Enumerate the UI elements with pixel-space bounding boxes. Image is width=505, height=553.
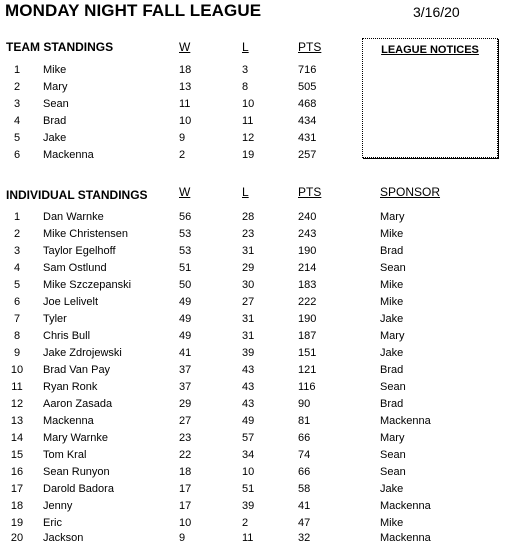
team-name-cell: Mary — [43, 81, 68, 93]
sponsor-cell: Jake — [380, 347, 404, 359]
team-col-w: W — [179, 40, 191, 54]
wins-cell: 10 — [179, 115, 192, 127]
losses-cell: 12 — [242, 132, 255, 144]
losses-cell: 43 — [242, 364, 255, 376]
losses-cell: 57 — [242, 432, 255, 444]
rank-cell: 13 — [10, 415, 24, 427]
table-row — [0, 500, 505, 517]
rank-cell: 5 — [13, 279, 21, 291]
player-name-cell: Jackson — [43, 532, 84, 544]
player-name-cell: Ryan Ronk — [43, 381, 98, 393]
points-cell: 183 — [298, 279, 317, 291]
sponsor-cell: Brad — [380, 364, 404, 376]
report-date: 3/16/20 — [413, 4, 460, 20]
wins-cell: 18 — [179, 64, 192, 76]
losses-cell: 10 — [242, 98, 255, 110]
table-row — [0, 262, 505, 279]
sponsor-cell: Sean — [380, 381, 406, 393]
player-name-cell: Eric — [43, 517, 62, 529]
rank-cell: 7 — [13, 313, 21, 325]
rank-cell: 2 — [13, 228, 21, 240]
rank-cell: 6 — [13, 149, 21, 161]
table-row — [0, 415, 505, 432]
team-name-cell: Mackenna — [43, 149, 94, 161]
losses-cell: 39 — [242, 347, 255, 359]
player-name-cell: Brad Van Pay — [43, 364, 111, 376]
losses-cell: 31 — [242, 330, 255, 342]
player-name-cell: Dan Warnke — [43, 211, 104, 223]
points-cell: 90 — [298, 398, 311, 410]
wins-cell: 37 — [179, 381, 192, 393]
losses-cell: 3 — [242, 64, 249, 76]
table-row — [0, 313, 505, 330]
rank-cell: 5 — [13, 132, 21, 144]
points-cell: 81 — [298, 415, 311, 427]
rank-cell: 2 — [13, 81, 21, 93]
points-cell: 66 — [298, 432, 311, 444]
sponsor-cell: Mike — [380, 279, 404, 291]
table-row — [0, 228, 505, 245]
sponsor-cell: Mike — [380, 517, 404, 529]
wins-cell: 17 — [179, 483, 192, 495]
table-row — [0, 466, 505, 483]
sponsor-cell: Mackenna — [380, 415, 431, 427]
wins-cell: 49 — [179, 313, 192, 325]
wins-cell: 13 — [179, 81, 192, 93]
wins-cell: 41 — [179, 347, 192, 359]
losses-cell: 19 — [242, 149, 255, 161]
sponsor-cell: Mackenna — [380, 500, 431, 512]
rank-cell: 17 — [10, 483, 24, 495]
table-row — [0, 296, 505, 313]
player-name-cell: Jenny — [43, 500, 73, 512]
points-cell: 222 — [298, 296, 317, 308]
individual-col-w: W — [179, 185, 191, 199]
rank-cell: 14 — [10, 432, 24, 444]
points-cell: 240 — [298, 211, 317, 223]
sponsor-cell: Sean — [380, 449, 406, 461]
wins-cell: 9 — [179, 532, 186, 544]
player-name-cell: Tom Kral — [43, 449, 87, 461]
points-cell: 468 — [298, 98, 317, 110]
losses-cell: 8 — [242, 81, 249, 93]
wins-cell: 22 — [179, 449, 192, 461]
sponsor-cell: Mary — [380, 432, 405, 444]
rank-cell: 19 — [10, 517, 24, 529]
player-name-cell: Aaron Zasada — [43, 398, 113, 410]
rank-cell: 4 — [13, 262, 21, 274]
sponsor-cell: Mary — [380, 211, 405, 223]
wins-cell: 51 — [179, 262, 192, 274]
team-standings-heading: TEAM STANDINGS — [6, 40, 114, 54]
table-row — [0, 347, 505, 364]
points-cell: 47 — [298, 517, 311, 529]
wins-cell: 49 — [179, 296, 192, 308]
points-cell: 41 — [298, 500, 311, 512]
rank-cell: 15 — [10, 449, 24, 461]
wins-cell: 27 — [179, 415, 192, 427]
wins-cell: 53 — [179, 245, 192, 257]
points-cell: 243 — [298, 228, 317, 240]
losses-cell: 39 — [242, 500, 255, 512]
player-name-cell: Sean Runyon — [43, 466, 110, 478]
wins-cell: 50 — [179, 279, 192, 291]
player-name-cell: Chris Bull — [43, 330, 91, 342]
losses-cell: 49 — [242, 415, 255, 427]
player-name-cell: Joe Lelivelt — [43, 296, 99, 308]
losses-cell: 2 — [242, 517, 249, 529]
losses-cell: 43 — [242, 398, 255, 410]
player-name-cell: Mackenna — [43, 415, 94, 427]
table-row — [0, 398, 505, 415]
rank-cell: 6 — [13, 296, 21, 308]
wins-cell: 11 — [179, 98, 191, 110]
table-row — [0, 381, 505, 398]
losses-cell: 11 — [242, 532, 254, 544]
rank-cell: 10 — [10, 364, 24, 376]
points-cell: 190 — [298, 245, 317, 257]
rank-cell: 18 — [10, 500, 24, 512]
rank-cell: 1 — [13, 64, 21, 76]
losses-cell: 43 — [242, 381, 255, 393]
sponsor-cell: Sean — [380, 466, 406, 478]
wins-cell: 29 — [179, 398, 192, 410]
rank-cell: 9 — [13, 347, 21, 359]
rank-cell: 3 — [13, 98, 21, 110]
sponsor-cell: Jake — [380, 313, 404, 325]
wins-cell: 17 — [179, 500, 192, 512]
individual-col-pts: PTS — [298, 185, 322, 199]
wins-cell: 9 — [179, 132, 186, 144]
losses-cell: 27 — [242, 296, 255, 308]
table-row — [0, 532, 505, 549]
points-cell: 121 — [298, 364, 317, 376]
points-cell: 116 — [298, 381, 316, 393]
points-cell: 257 — [298, 149, 317, 161]
losses-cell: 28 — [242, 211, 255, 223]
losses-cell: 31 — [242, 245, 255, 257]
league-notices-box — [362, 38, 498, 158]
team-col-l: L — [242, 40, 249, 54]
points-cell: 74 — [298, 449, 311, 461]
sponsor-cell: Sean — [380, 262, 406, 274]
player-name-cell: Taylor Egelhoff — [43, 245, 116, 257]
player-name-cell: Sam Ostlund — [43, 262, 107, 274]
team-name-cell: Brad — [43, 115, 67, 127]
rank-cell: 3 — [13, 245, 21, 257]
team-name-cell: Mike — [43, 64, 67, 76]
individual-standings-heading: INDIVIDUAL STANDINGS — [6, 188, 148, 202]
rank-cell: 4 — [13, 115, 21, 127]
losses-cell: 10 — [242, 466, 255, 478]
points-cell: 58 — [298, 483, 311, 495]
rank-cell: 20 — [10, 532, 24, 544]
rank-cell: 8 — [13, 330, 21, 342]
points-cell: 187 — [298, 330, 317, 342]
team-name-cell: Jake — [43, 132, 67, 144]
sponsor-cell: Mike — [380, 296, 404, 308]
sponsor-cell: Jake — [380, 483, 404, 495]
individual-col-l: L — [242, 185, 249, 199]
page-title: MONDAY NIGHT FALL LEAGUE — [5, 1, 262, 20]
rank-cell: 11 — [11, 381, 23, 393]
player-name-cell: Jake Zdrojewski — [43, 347, 122, 359]
sponsor-cell: Mary — [380, 330, 405, 342]
individual-col-sponsor: SPONSOR — [380, 185, 441, 199]
wins-cell: 10 — [179, 517, 192, 529]
table-row — [0, 279, 505, 296]
rank-cell: 1 — [13, 211, 21, 223]
rank-cell: 12 — [10, 398, 24, 410]
wins-cell: 53 — [179, 228, 192, 240]
losses-cell: 31 — [242, 313, 255, 325]
points-cell: 214 — [298, 262, 317, 274]
table-row — [0, 245, 505, 262]
table-row — [0, 211, 505, 228]
losses-cell: 23 — [242, 228, 255, 240]
table-row — [0, 432, 505, 449]
wins-cell: 2 — [179, 149, 186, 161]
player-name-cell: Mary Warnke — [43, 432, 108, 444]
points-cell: 190 — [298, 313, 317, 325]
sponsor-cell: Mackenna — [380, 532, 431, 544]
losses-cell: 29 — [242, 262, 255, 274]
table-row — [0, 483, 505, 500]
losses-cell: 34 — [242, 449, 255, 461]
wins-cell: 49 — [179, 330, 192, 342]
player-name-cell: Tyler — [43, 313, 67, 325]
sponsor-cell: Brad — [380, 245, 404, 257]
points-cell: 32 — [298, 532, 311, 544]
rank-cell: 16 — [10, 466, 24, 478]
table-row — [0, 449, 505, 466]
sponsor-cell: Brad — [380, 398, 404, 410]
points-cell: 716 — [298, 64, 317, 76]
team-col-pts: PTS — [298, 40, 322, 54]
table-row — [0, 364, 505, 381]
wins-cell: 56 — [179, 211, 192, 223]
wins-cell: 23 — [179, 432, 192, 444]
points-cell: 505 — [298, 81, 317, 93]
player-name-cell: Mike Szczepanski — [43, 279, 132, 291]
wins-cell: 37 — [179, 364, 192, 376]
losses-cell: 51 — [242, 483, 255, 495]
points-cell: 151 — [298, 347, 317, 359]
player-name-cell: Darold Badora — [43, 483, 114, 495]
team-name-cell: Sean — [43, 98, 69, 110]
wins-cell: 18 — [179, 466, 192, 478]
losses-cell: 11 — [242, 115, 254, 127]
table-row — [0, 330, 505, 347]
points-cell: 66 — [298, 466, 311, 478]
points-cell: 434 — [298, 115, 317, 127]
player-name-cell: Mike Christensen — [43, 228, 128, 240]
losses-cell: 30 — [242, 279, 255, 291]
sponsor-cell: Mike — [380, 228, 404, 240]
league-notices-heading: LEAGUE NOTICES — [381, 44, 479, 56]
points-cell: 431 — [298, 132, 317, 144]
